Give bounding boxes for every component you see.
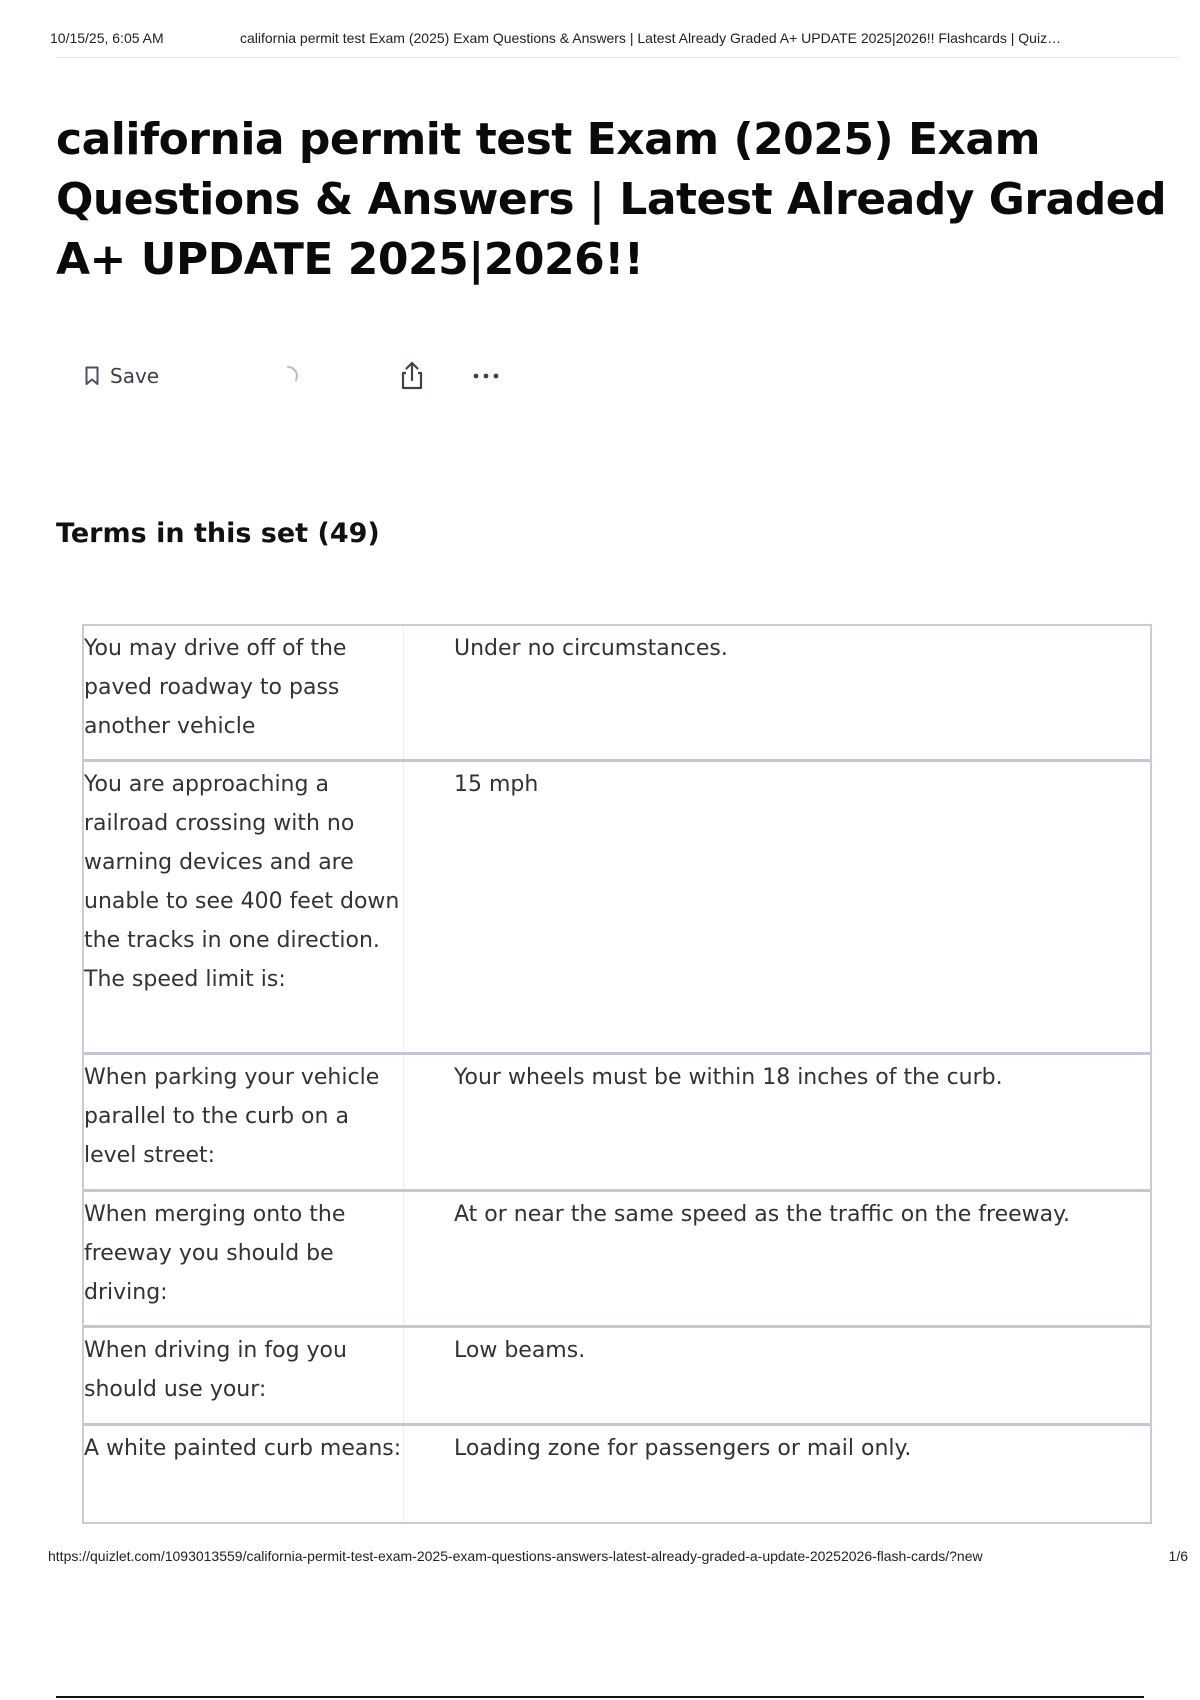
terms-heading: Terms in this set (49) bbox=[56, 518, 380, 549]
loading-spinner-icon bbox=[276, 364, 300, 388]
page-bottom-divider bbox=[56, 1696, 1144, 1698]
header-divider bbox=[56, 57, 1178, 58]
print-header bbox=[50, 30, 1180, 52]
term-row bbox=[84, 1426, 1150, 1522]
definition-text: At or near the same speed as the traffic on the freeway. bbox=[454, 1202, 1070, 1227]
term-row bbox=[84, 1055, 1150, 1192]
definition-text: Loading zone for passengers or mail only. bbox=[454, 1436, 912, 1461]
print-document-title: california permit test Exam (2025) Exam Questions & Answers | Latest Already Graded A+ UPDATE 2025|2026!! Flashcards | Quiz… bbox=[240, 30, 1062, 46]
save-label: Save bbox=[110, 364, 160, 388]
definition-text: 15 mph bbox=[454, 772, 539, 797]
term-row bbox=[84, 626, 1150, 762]
term-row bbox=[84, 762, 1150, 1055]
terms-table bbox=[82, 624, 1152, 1524]
page-number: 1/6 bbox=[1168, 1548, 1188, 1564]
set-toolbar bbox=[84, 360, 544, 392]
term-text: When merging onto the freeway you should be driving: bbox=[84, 1192, 404, 1325]
definition-text: Under no circumstances. bbox=[454, 636, 728, 661]
definition-text: Low beams. bbox=[454, 1338, 586, 1363]
term-row bbox=[84, 1192, 1150, 1328]
share-icon[interactable] bbox=[396, 360, 428, 392]
term-text: When parking your vehicle parallel to the curb on a level street: bbox=[84, 1055, 404, 1189]
definition-text: Your wheels must be within 18 inches of the curb. bbox=[454, 1065, 1003, 1090]
save-button[interactable] bbox=[84, 360, 159, 392]
term-text: You may drive off of the paved roadway to pass another vehicle bbox=[84, 626, 404, 759]
page-title: california permit test Exam (2025) Exam Questions & Answers | Latest Already Graded A+ UPDATE 2025|2026!! bbox=[56, 114, 1167, 285]
print-timestamp: 10/15/25, 6:05 AM bbox=[50, 30, 164, 46]
term-row bbox=[84, 1328, 1150, 1426]
more-options-icon[interactable] bbox=[468, 362, 504, 390]
term-text: When driving in fog you should use your: bbox=[84, 1328, 404, 1423]
print-footer bbox=[48, 1548, 1188, 1568]
bookmark-icon bbox=[84, 366, 100, 386]
print-url: https://quizlet.com/1093013559/california-permit-test-exam-2025-exam-questions-answers-latest-already-graded-a-update-20252026-flash-cards/?new bbox=[48, 1548, 983, 1564]
term-text: You are approaching a railroad crossing with no warning devices and are unable to see 400 feet down the tracks in one direction. The speed limit is: bbox=[84, 762, 404, 1052]
term-text: A white painted curb means: bbox=[84, 1426, 404, 1522]
